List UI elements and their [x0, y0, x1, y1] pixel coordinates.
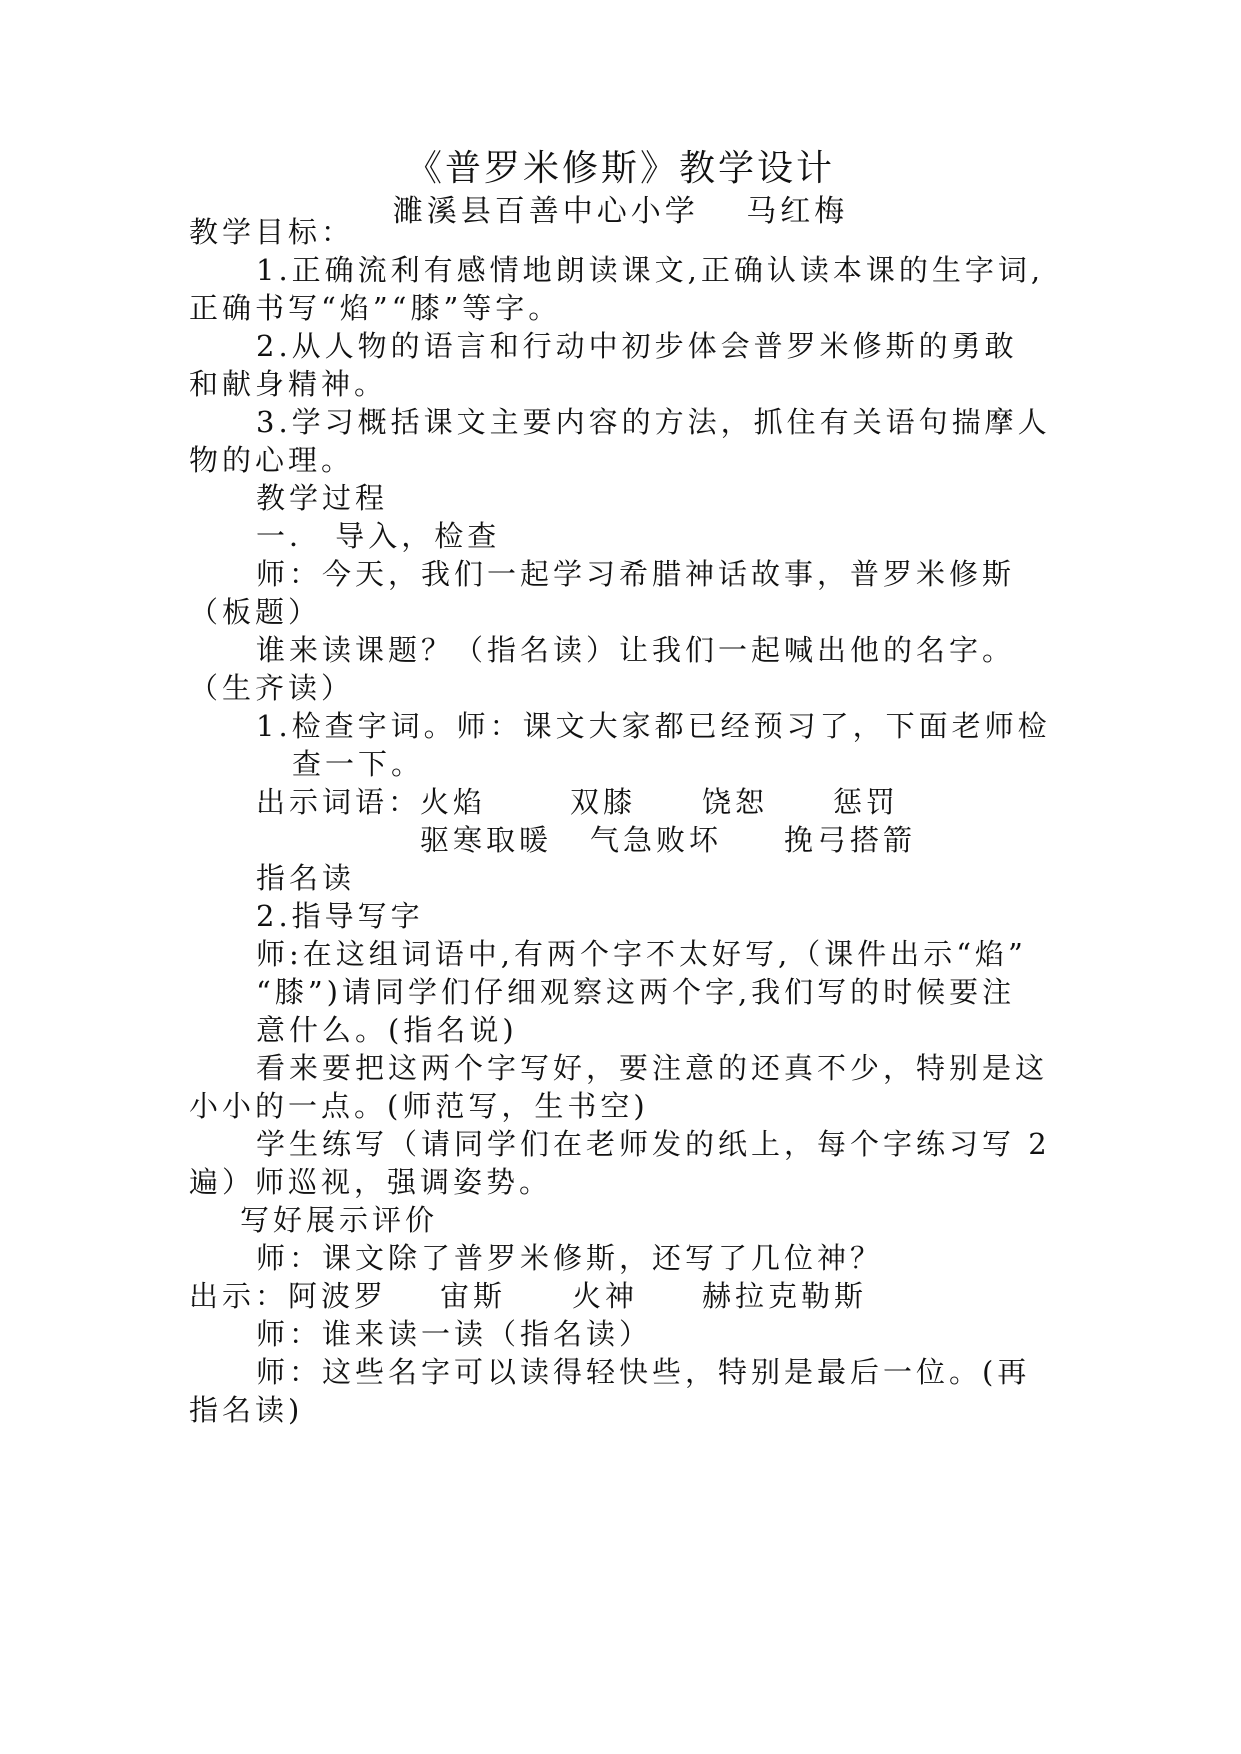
practice-line-2: 遍）师巡视，强调姿势。: [189, 1165, 553, 1199]
teacher-read: 师：谁来读一读（指名读）: [256, 1317, 653, 1351]
word-item: 火焰: [420, 785, 487, 819]
teacher-intro-line-1: 师：今天，我们一起学习希腊神话故事，普罗米修斯: [256, 557, 1016, 591]
word-item: 挽弓搭箭: [784, 823, 917, 857]
word-item: 惩罚: [833, 785, 900, 819]
check-words-line-1: 1.检查字词。师：课文大家都已经预习了，下面老师检: [256, 709, 1051, 743]
named-read: 指名读: [256, 861, 356, 895]
objective-2-line-2: 和献身精神。: [189, 367, 388, 401]
practice-line-1: 学生练写（请同学们在老师发的纸上，每个字练习写 2: [256, 1127, 1051, 1161]
guide-line-3: 意什么。(指名说): [256, 1013, 518, 1047]
objective-2-line-1: 2.从人物的语言和行动中初步体会普罗米修斯的勇敢: [256, 329, 1018, 363]
objective-1-line-1: 1.正确流利有感情地朗读课文,正确认读本课的生字词,: [256, 253, 1045, 287]
objectives-heading: 教学目标：: [189, 215, 355, 249]
word-item: 双膝: [570, 785, 637, 819]
document-author: 濉溪县百善中心小学 马红梅: [392, 194, 849, 229]
show-words-label: 出示词语：: [256, 785, 422, 819]
teacher-light-line-1: 师：这些名字可以读得轻快些，特别是最后一位。(再: [256, 1355, 1031, 1389]
show-gods-label: 出示：: [189, 1279, 289, 1313]
guide-line-1: 师:在这组词语中,有两个字不太好写,（课件出示“焰”: [256, 937, 1027, 971]
word-item: 饶恕: [702, 785, 769, 819]
process-heading: 教学过程: [256, 481, 389, 515]
guide-line-2: “膝”)请同学们仔细观察这两个字,我们写的时候要注: [256, 975, 1016, 1009]
check-words-line-2: 查一下。: [292, 747, 425, 781]
word-item: 气急败坏: [590, 823, 723, 857]
show-eval: 写好展示评价: [240, 1203, 439, 1237]
who-reads-line-2: （生齐读）: [189, 671, 355, 705]
objective-3-line-2: 物的心理。: [189, 443, 355, 477]
section-1-heading: 一． 导入，检查: [256, 519, 501, 553]
word-item: 驱寒取暖: [420, 823, 553, 857]
god-name: 火神: [572, 1279, 639, 1313]
guide-writing-heading: 2.指导写字: [256, 899, 424, 933]
look-line-2: 小小的一点。(师范写，生书空): [189, 1089, 649, 1123]
god-name: 阿波罗: [288, 1279, 388, 1313]
god-name: 宙斯: [440, 1279, 507, 1313]
teacher-light-line-2: 指名读): [189, 1393, 304, 1427]
who-reads-line-1: 谁来读课题？（指名读）让我们一起喊出他的名字。: [256, 633, 1016, 667]
look-line-1: 看来要把这两个字写好，要注意的还真不少，特别是这: [256, 1051, 1049, 1085]
objective-1-line-2: 正确书写“焰”“膝”等字。: [189, 291, 562, 325]
teacher-intro-line-2: （板题）: [189, 595, 322, 629]
objective-3-line-1: 3.学习概括课文主要内容的方法，抓住有关语句揣摩人: [256, 405, 1051, 439]
document-title: 《普罗米修斯》教学设计: [405, 148, 835, 189]
god-name: 赫拉克勒斯: [702, 1279, 868, 1313]
teacher-gods: 师：课文除了普罗米修斯，还写了几位神？: [256, 1241, 884, 1275]
